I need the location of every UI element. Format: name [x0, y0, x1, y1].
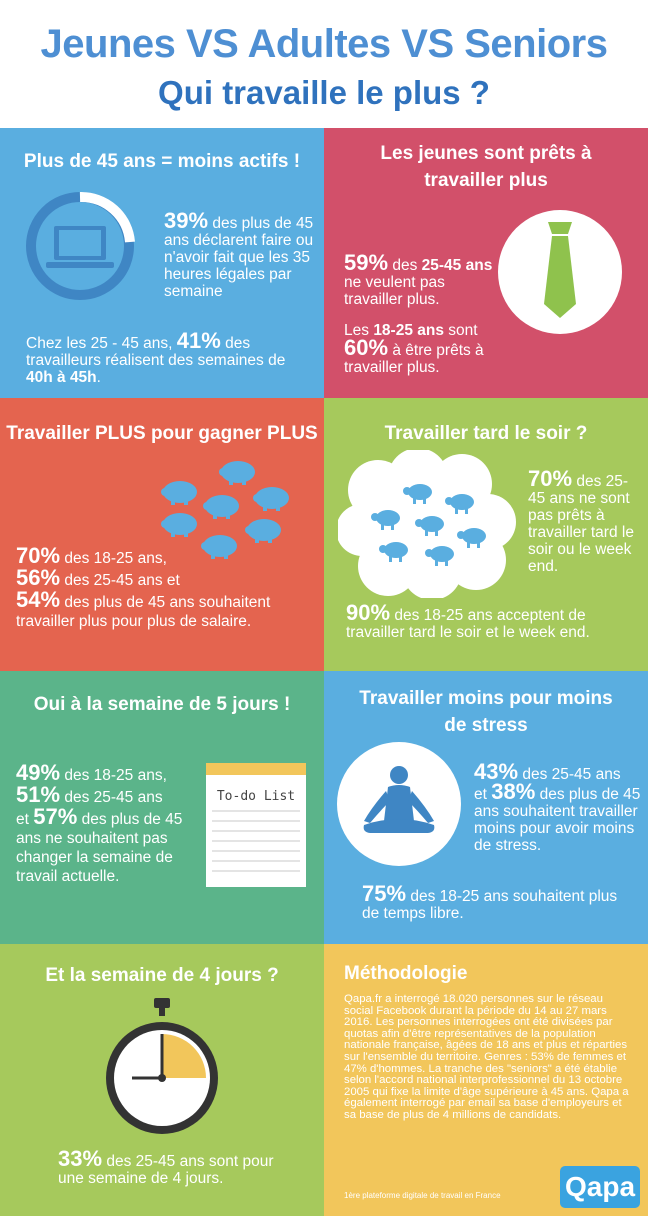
- laptop-icon: [24, 190, 136, 302]
- panel-title: Les jeunes sont prêts à travailler plus: [380, 143, 592, 191]
- stat-p6-b: 75% des 18-25 ans souhaitent plus de temps libre.: [362, 881, 618, 922]
- panel-title: Plus de 45 ans = moins actifs !: [23, 151, 301, 172]
- methodology-text: Qapa.fr a interrogé 18.020 personnes sur le réseau social Facebook durant la période du 14 au 27 mars 2016. Les personnes interrogées ont été divisées par quotas afin d'être représentatives de la population nationale française, âgées de 18 ans et plus et réparties sur l'ensemble du territoire. Genres : 53% de femmes et 47% d'hommes. La tranche des "seniors" a été établie selon l'accord national interprofessionnel du 13 octobre 2005 qui fixe la limite d'âge supérieure à 45 ans. Qapa a également interrogé par email sa base d'employeurs et sa base de plus de 4 millions de candidats.: [344, 993, 629, 1121]
- stat-p6-a: 43% des 25-45 ans et 38% des plus de 45 ans souhaitent travailler moins pour avoir moins de stress.: [474, 759, 641, 854]
- header: [0, 0, 648, 128]
- todo-list-label: To-do List: [216, 789, 296, 804]
- panel-travailler-plus: [0, 398, 324, 671]
- stat-p1-b: Chez les 25 - 45 ans, 41% des travailleurs réalisent des semaines de 40h à 45h.: [26, 328, 286, 386]
- stat-p3: 70% des 18-25 ans, 56% des 25-45 ans et 54% des plus de 45 ans souhaitent travailler plus pour plus de salaire.: [16, 543, 271, 630]
- panel-tard-le-soir: [324, 398, 648, 671]
- stat-p2-a: 59% des 25-45 ans ne veulent pas travailler plus.: [344, 250, 493, 308]
- panel-title: Oui à la semaine de 5 jours !: [33, 694, 291, 715]
- panel-jeunes-prets: [324, 128, 648, 398]
- panel-semaine-4-jours: [0, 944, 324, 1216]
- stat-p4-b: 90% des 18-25 ans acceptent de travailler tard le soir et le week end.: [346, 600, 590, 641]
- panel-methodologie: [324, 944, 648, 1216]
- page-title: Jeunes VS Adultes VS Seniors: [40, 22, 608, 66]
- stat-p4-a: 70% des 25-45 ans ne sont pas prêts à travailler tard le soir ou le week end.: [528, 466, 634, 575]
- stat-p1-a: 39% des plus de 45 ans déclarent faire ou n'avoir fait que les 35 heures légales par semaine: [164, 208, 314, 300]
- panel-title: Travailler tard le soir ?: [384, 423, 588, 444]
- stat-p5: 49% des 18-25 ans, 51% des 25-45 ans et 57% des plus de 45 ans ne souhaitent pas changer la semaine de travail actuelle.: [16, 760, 183, 885]
- meditation-icon: [336, 741, 462, 867]
- panel-moins-de-stress: [324, 671, 648, 944]
- qapa-logo: Qapa: [560, 1166, 640, 1208]
- panel-title: Travailler PLUS pour gagner PLUS: [6, 423, 318, 444]
- panel-title: Et la semaine de 4 jours ?: [45, 965, 279, 986]
- panel-semaine-5-jours: [0, 671, 324, 944]
- panel-plus-45-ans: [0, 128, 324, 398]
- tie-icon: [496, 208, 624, 336]
- todo-list-icon: [204, 761, 308, 889]
- sheep-icon: [338, 450, 516, 598]
- page-subtitle: Qui travaille le plus ?: [158, 74, 490, 111]
- panel-title: Méthodologie: [344, 963, 468, 984]
- footer-tagline: 1ère plateforme digitale de travail en France: [344, 1191, 501, 1200]
- stopwatch-icon: [102, 996, 222, 1140]
- panel-title: Travailler moins pour moins de stress: [359, 688, 613, 736]
- stat-p7: 33% des 25-45 ans sont pour une semaine de 4 jours.: [58, 1146, 274, 1187]
- stat-p2-b: Les 18-25 ans sont 60% à être prêts à travailler plus.: [344, 322, 484, 376]
